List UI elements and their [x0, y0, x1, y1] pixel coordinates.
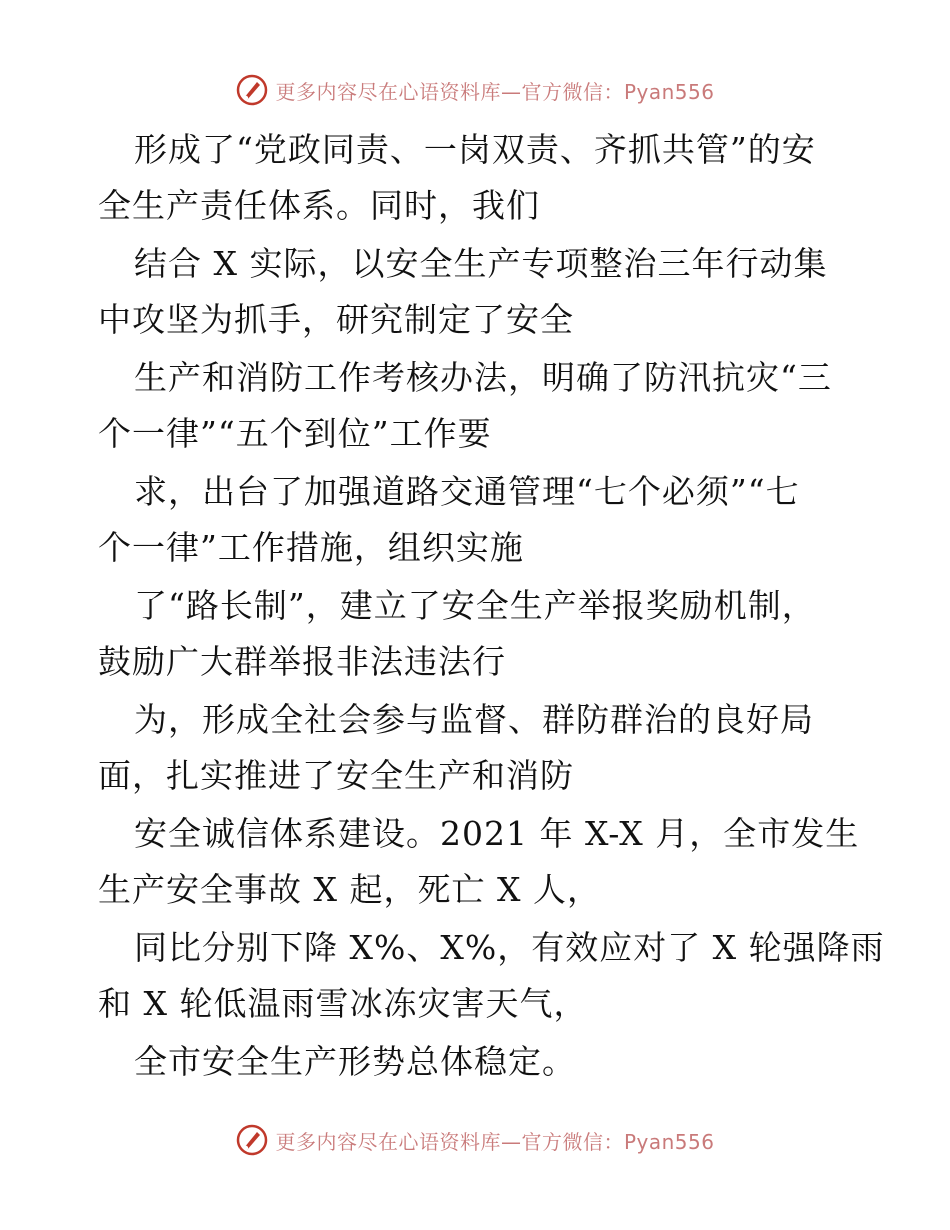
text-line: 了“路长制”，建立了安全生产举报奖励机制，	[134, 586, 816, 625]
text-line: 面，扎实推进了安全生产和消防	[98, 756, 574, 795]
text-line: 求，出台了加强道路交通管理“七个必须”“七	[134, 472, 800, 511]
text-line: 生产和消防工作考核办法，明确了防汛抗灾“三	[134, 358, 832, 397]
watermark-text: 更多内容尽在心语资料库—官方微信：Pyan556	[275, 1129, 715, 1154]
text-line: 个一律”工作措施，组织实施	[98, 528, 524, 567]
text-line: 为，形成全社会参与监督、群防群治的良好局	[134, 700, 814, 739]
text-line: 个一律”“五个到位”工作要	[98, 414, 492, 453]
footer-watermark	[0, 1120, 950, 1160]
text-line: 生产安全事故 X 起，死亡 X 人，	[98, 870, 601, 909]
text-line: 中攻坚为抓手，研究制定了安全	[98, 300, 574, 339]
text-line: 形成了“党政同责、一岗双责、齐抓共管”的安	[134, 130, 816, 169]
text-line: 和 X 轮低温雨雪冰冻灾害天气，	[98, 984, 588, 1023]
text-line: 鼓励广大群举报非法违法行	[98, 642, 506, 681]
pen-nib-logo-icon	[235, 73, 269, 107]
watermark-text: 更多内容尽在心语资料库—官方微信：Pyan556	[275, 79, 715, 104]
text-line: 同比分别下降 X%、X%，有效应对了 X 轮强降雨	[134, 928, 885, 967]
pen-nib-logo-icon	[235, 1123, 269, 1157]
text-line: 结合 X 实际，以安全生产专项整治三年行动集	[134, 244, 828, 283]
text-line: 全生产责任体系。同时，我们	[98, 186, 540, 225]
header-watermark	[0, 70, 950, 110]
text-line: 全市安全生产形势总体稳定。	[134, 1042, 576, 1081]
text-line: 安全诚信体系建设。2021 年 X-X 月，全市发生	[134, 814, 860, 853]
